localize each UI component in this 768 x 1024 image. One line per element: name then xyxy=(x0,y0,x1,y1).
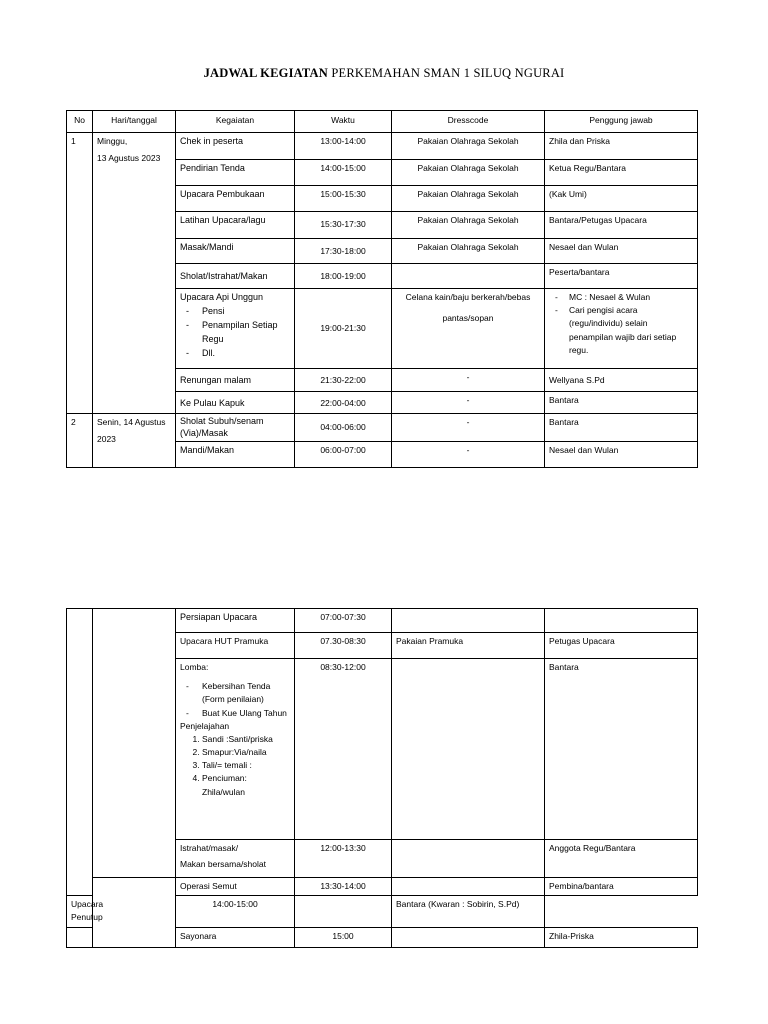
dress-cell xyxy=(392,878,545,896)
activity-cell: Sholat/Istrahat/Makan xyxy=(176,264,295,289)
activity-cell: Mandi/Makan xyxy=(176,442,295,468)
table-row xyxy=(67,609,698,633)
pic-cell: Zhila dan Priska xyxy=(545,133,698,160)
pic-cell: Wellyana S.Pd xyxy=(545,369,698,392)
dress-line2: pantas/sopan xyxy=(442,313,494,324)
time-cell: 13:00-14:00 xyxy=(295,133,392,160)
header-row xyxy=(67,111,698,133)
header-dresscode: Dresscode xyxy=(392,111,545,133)
table-row xyxy=(67,133,698,160)
dress-cell: Pakaian Pramuka xyxy=(392,633,545,659)
time-cell: 18:00-19:00 xyxy=(295,264,392,289)
time-cell: 08:30-12:00 xyxy=(295,659,392,840)
pic-cell: Zhila-Priska xyxy=(545,927,698,947)
activity-cell: Ke Pulau Kapuk xyxy=(176,392,295,414)
list-item: 1. Sandi :Santi/priska xyxy=(202,733,290,746)
title-bold: JADWAL KEGIATAN xyxy=(203,66,328,80)
lomba-numbered-list xyxy=(180,733,290,799)
activity-cell: Chek in peserta xyxy=(176,133,295,160)
lomba-label: Lomba: xyxy=(180,662,209,672)
time-cell: 17:30-18:00 xyxy=(295,239,392,264)
day1-no: 1 xyxy=(67,133,93,414)
activity-cell: Operasi Semut xyxy=(176,878,295,896)
list-item: - Cari pengisi acara (regu/individu) selain penampilan wajib dari setiap regu. xyxy=(569,304,693,357)
day2-date xyxy=(93,414,176,468)
api-unggun-title: Upacara Api Unggun xyxy=(180,292,264,302)
time-cell: 04:00-06:00 xyxy=(295,414,392,442)
title-rest: PERKEMAHAN SMAN 1 SILUQ NGURAI xyxy=(331,66,565,80)
list-item: - Penampilan Setiap Regu xyxy=(202,319,290,347)
header-time: Waktu xyxy=(295,111,392,133)
pic-cell xyxy=(545,609,698,633)
day2-date-line2: 2023 xyxy=(97,434,116,445)
day1-date-line1: Minggu, xyxy=(97,136,128,146)
dress-cell xyxy=(392,289,545,369)
list-item: 4. Penciuman: Zhila/wulan xyxy=(202,772,290,798)
day1-date-line2: 13 Agustus 2023 xyxy=(97,153,161,164)
time-cell: 13:30-14:00 xyxy=(295,878,392,896)
pic-cell: Bantara xyxy=(545,414,698,442)
activity-cell: Upacara Pembukaan xyxy=(176,186,295,212)
empty-date-cell xyxy=(93,878,176,948)
time-cell: 07.30-08:30 xyxy=(295,633,392,659)
time-cell: 12:00-13:30 xyxy=(295,840,392,878)
pic-cell xyxy=(545,289,698,369)
dress-cell xyxy=(392,264,545,289)
activity-cell: Latihan Upacara/lagu xyxy=(176,212,295,239)
time-cell: 14:00-15:00 xyxy=(176,896,295,927)
list-item: 2. Smapur:Via/naila xyxy=(202,746,290,759)
day2-no: 2 xyxy=(67,414,93,468)
header-pic: Penggung jawab xyxy=(545,111,698,133)
table-row xyxy=(67,878,698,896)
time-cell: 07:00-07:30 xyxy=(295,609,392,633)
pic-list xyxy=(549,291,693,357)
lomba-sub-label: Penjelajahan xyxy=(180,720,230,731)
list-item: - Dll. xyxy=(202,347,290,361)
pic-cell: Bantara xyxy=(545,659,698,840)
lomba-list xyxy=(180,680,290,720)
dress-cell xyxy=(392,840,545,878)
istirahat-line2: Makan bersama/sholat xyxy=(180,859,266,870)
activity-cell: Sholat Subuh/senam (Via)/Masak xyxy=(176,414,295,442)
activity-cell xyxy=(176,659,295,840)
pic-cell: Pembina/bantara xyxy=(545,878,698,896)
dress-cell: - xyxy=(392,442,545,468)
pic-cell: Bantara/Petugas Upacara xyxy=(545,212,698,239)
header-no: No xyxy=(67,111,93,133)
pic-cell: Peserta/bantara xyxy=(545,264,698,289)
list-item: - Buat Kue Ulang Tahun xyxy=(202,707,290,720)
schedule-table-page1 xyxy=(66,110,698,468)
schedule-table-page2 xyxy=(66,608,698,948)
pic-cell: Bantara xyxy=(545,392,698,414)
dress-cell: - xyxy=(392,414,545,442)
list-item: - Kebersihan Tenda (Form penilaian) xyxy=(202,680,290,706)
empty-no-cell xyxy=(67,609,93,896)
dress-cell: Pakaian Olahraga Sekolah xyxy=(392,160,545,186)
list-item: - MC : Nesael & Wulan xyxy=(569,291,693,304)
api-unggun-list xyxy=(180,305,290,361)
list-item: - Pensi xyxy=(202,305,290,319)
activity-cell xyxy=(176,289,295,369)
time-cell: 22:00-04:00 xyxy=(295,392,392,414)
dress-cell: Pakaian Olahraga Sekolah xyxy=(392,133,545,160)
dress-cell xyxy=(392,609,545,633)
dress-line1: Celana kain/baju berkerah/bebas xyxy=(405,292,531,302)
time-cell: 15:30-17:30 xyxy=(295,212,392,239)
time-cell: 06:00-07:00 xyxy=(295,442,392,468)
time-cell: 15:00-15:30 xyxy=(295,186,392,212)
dress-cell: Pakaian Olahraga Sekolah xyxy=(392,239,545,264)
dress-cell: - xyxy=(392,392,545,414)
table-row xyxy=(67,414,698,442)
activity-cell: Sayonara xyxy=(176,927,295,947)
activity-cell: Masak/Mandi xyxy=(176,239,295,264)
empty-date-cell xyxy=(93,609,176,878)
dress-cell xyxy=(392,927,545,947)
header-activity: Kegaiatan xyxy=(176,111,295,133)
dress-cell: - xyxy=(392,369,545,392)
time-cell: 15:00 xyxy=(295,927,392,947)
istirahat-line1: Istrahat/masak/ xyxy=(180,843,239,853)
activity-cell: Persiapan Upacara xyxy=(176,609,295,633)
pic-cell: Ketua Regu/Bantara xyxy=(545,160,698,186)
header-date: Hari/tanggal xyxy=(93,111,176,133)
pic-cell: Petugas Upacara xyxy=(545,633,698,659)
activity-cell: Renungan malam xyxy=(176,369,295,392)
dress-cell: Pakaian Olahraga Sekolah xyxy=(392,212,545,239)
time-cell: 19:00-21:30 xyxy=(295,289,392,369)
activity-cell xyxy=(176,840,295,878)
page-title xyxy=(0,66,768,81)
day2-date-line1: Senin, 14 Agustus xyxy=(97,417,166,427)
activity-cell: Pendirian Tenda xyxy=(176,160,295,186)
activity-cell: Upacara HUT Pramuka xyxy=(176,633,295,659)
pic-cell: Bantara (Kwaran : Sobirin, S.Pd) xyxy=(392,896,545,927)
pic-cell: Anggota Regu/Bantara xyxy=(545,840,698,878)
activity-cell: Upacara Penutup xyxy=(67,896,93,927)
dress-cell xyxy=(295,896,392,927)
pic-cell: (Kak Umi) xyxy=(545,186,698,212)
pic-cell: Nesael dan Wulan xyxy=(545,442,698,468)
dress-cell xyxy=(392,659,545,840)
empty-no-cell xyxy=(67,927,93,947)
day1-date xyxy=(93,133,176,414)
time-cell: 14:00-15:00 xyxy=(295,160,392,186)
pic-cell: Nesael dan Wulan xyxy=(545,239,698,264)
dress-cell: Pakaian Olahraga Sekolah xyxy=(392,186,545,212)
time-cell: 21:30-22:00 xyxy=(295,369,392,392)
list-item: 3. Tali/= temali : xyxy=(202,759,290,772)
